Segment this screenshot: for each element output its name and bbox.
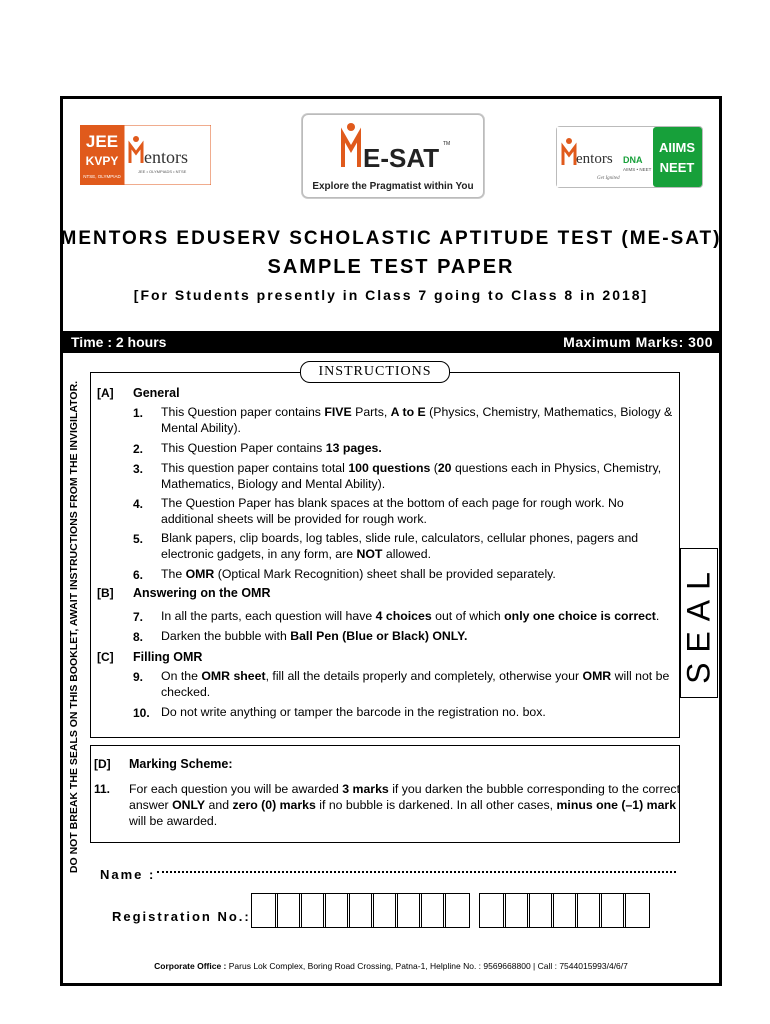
me-sat-logo [302, 114, 484, 198]
footer [60, 961, 722, 971]
jee-kvpy-mentors-logo [80, 125, 211, 185]
footer-label: Corporate Office : [154, 961, 227, 971]
instruction-item: Blank papers, clip boards, log tables, slide rule, calculators, cellular phones, pagers and electronic gadgets, in any form, are NOT allowed. [161, 531, 639, 561]
logo-left-jee: JEE [85, 132, 119, 151]
logo-right-tag: Get Ignited [597, 176, 620, 181]
marking-scheme-text: For each question you will be awarded 3 marks if you darken the bubble corresponding to the correct answer ONLY and zero (0) marks if no bubble is darkened. In all other cases, minus one (–1) mark will be awarded. [129, 782, 680, 828]
item-number: 2. [133, 442, 144, 456]
test-title: MENTORS EDUSERV SCHOLASTIC APTITUDE TEST (ME-SAT) [60, 228, 722, 249]
logo-right-aiims: AIIMS [658, 140, 696, 155]
item-number: 10. [133, 706, 150, 720]
instruction-item: This Question paper contains FIVE Parts, A to E (Physics, Chemistry, Mathematics, Biology & Mental Ability). [161, 405, 673, 435]
time-marks-bar [63, 331, 719, 353]
registration-digit-box[interactable] [371, 893, 398, 928]
item-number: 1. [133, 406, 144, 420]
instruction-item: The Question Paper has blank spaces at the bottom of each page for rough work. No additional sheets will be provided for rough work. [161, 496, 624, 526]
instruction-item: The OMR (Optical Mark Recognition) sheet shall be provided separately. [161, 567, 556, 581]
item-number: 11. [94, 782, 111, 796]
item-number: 8. [133, 630, 144, 644]
logo-left-tag: JEE • OLYMPIADS • NTSE [138, 169, 187, 174]
item-number: 6. [133, 568, 144, 582]
registration-label: Registration No.: [112, 909, 251, 924]
logo-left-brand: entors [144, 147, 188, 167]
logo-mid-tm: TM [443, 141, 451, 147]
item-number: 9. [133, 670, 144, 684]
mentors-dna-aiims-neet-logo [556, 126, 703, 188]
instruction-item: On the OMR sheet, fill all the details properly and completely, otherwise your OMR will not be checked. [161, 669, 670, 699]
class-note: [For Students presently in Class 7 going to Class 8 in 2018] [133, 287, 649, 303]
instruction-item: This Question Paper contains 13 pages. [161, 441, 382, 455]
section-c-key: [C] [97, 650, 114, 664]
registration-digit-box[interactable] [443, 893, 470, 928]
registration-digit-box[interactable] [527, 893, 554, 928]
marking-scheme-title: Marking Scheme: [129, 757, 233, 771]
logo-right-brand: entors [576, 151, 613, 167]
item-number: 7. [133, 610, 144, 624]
name-field[interactable] [157, 871, 676, 873]
instructions-heading: INSTRUCTIONS [300, 361, 450, 383]
section-b-title: Answering on the OMR [133, 586, 271, 600]
registration-digit-box[interactable] [275, 893, 302, 928]
logo-right-sub: AIIMS • NEET [623, 167, 652, 172]
instruction-item: This question paper contains total 100 questions (20 questions each in Physics, Chemistry, Mathematics, Biology and Mental Ability). [161, 461, 662, 491]
section-d-key: [D] [94, 757, 111, 771]
registration-digit-box[interactable] [323, 893, 350, 928]
item-number: 4. [133, 497, 144, 511]
instruction-item: Do not write anything or tamper the barcode in the registration no. box. [161, 705, 546, 719]
seal-warning-vertical: DO NOT BREAK THE SEALS ON THIS BOOKLET, AWAIT INSTRUCTIONS FROM THE INVIGILATOR. [68, 380, 80, 874]
footer-address: Parus Lok Complex, Boring Road Crossing, Patna-1, Helpline No. : 9569668800 | Call : 7544015993/4/6/7 [228, 961, 628, 971]
registration-digit-box[interactable] [551, 893, 578, 928]
logo-mid-brand: E-SAT [363, 143, 440, 173]
max-marks-label: Maximum Marks: 300 [563, 334, 713, 350]
section-c-title: Filling OMR [133, 650, 203, 664]
registration-digit-box[interactable] [251, 893, 278, 928]
seal-label: SEAL [680, 562, 717, 684]
logo-right-neet: NEET [659, 160, 695, 175]
registration-digit-box[interactable] [395, 893, 422, 928]
time-label: Time : 2 hours [71, 334, 167, 350]
logo-mid-tagline: Explore the Pragmatist within You [312, 181, 474, 192]
logo-left-small: NTSE, OLYMPIAD [83, 174, 121, 179]
registration-digit-box[interactable] [347, 893, 374, 928]
logo-left-kvpy: KVPY [85, 154, 119, 168]
logo-right-dna: DNA [623, 155, 643, 165]
instruction-item: Darken the bubble with Ball Pen (Blue or Black) ONLY. [161, 629, 468, 643]
registration-digit-box[interactable] [599, 893, 626, 928]
registration-digit-box[interactable] [575, 893, 602, 928]
registration-digit-box[interactable] [419, 893, 446, 928]
item-number: 5. [133, 532, 144, 546]
section-a-key: [A] [97, 386, 114, 400]
sample-paper-title: SAMPLE TEST PAPER [267, 256, 515, 278]
instruction-item: In all the parts, each question will have 4 choices out of which only one choice is correct. [161, 609, 660, 623]
registration-digit-box[interactable] [299, 893, 326, 928]
section-a-title: General [133, 386, 180, 400]
registration-digit-box[interactable] [479, 893, 506, 928]
registration-digit-box[interactable] [623, 893, 650, 928]
item-number: 3. [133, 462, 144, 476]
name-label: Name : [100, 867, 156, 882]
section-b-key: [B] [97, 586, 114, 600]
registration-digit-box[interactable] [503, 893, 530, 928]
